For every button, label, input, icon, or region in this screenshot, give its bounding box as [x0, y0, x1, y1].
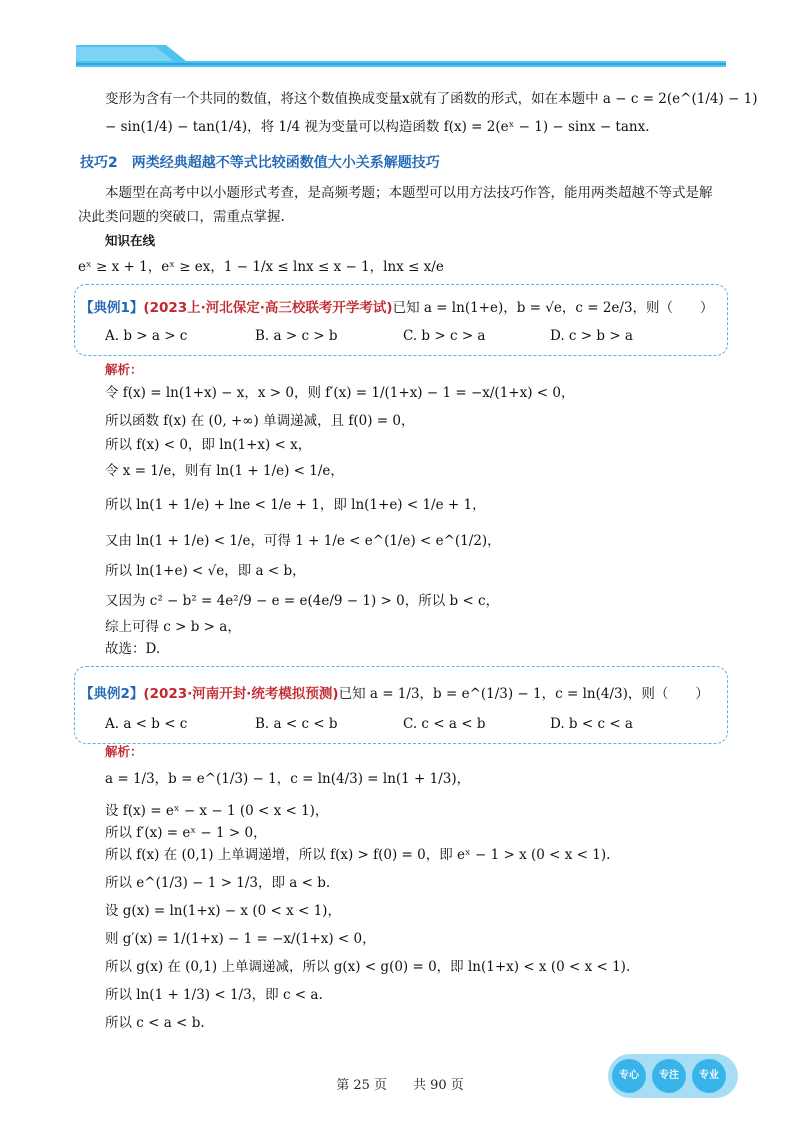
- example-1-stem: 已知 a = ln(1+e)，b = √e，c = 2e/3，则（ ）: [392, 300, 714, 316]
- example-1-option-a: A. b > a > c: [105, 328, 188, 344]
- example-2-solution-line: 所以 c < a < b.: [105, 1015, 205, 1031]
- example-1-tag: 【典例1】: [80, 300, 144, 316]
- example-2-solution-line: 所以 e^(1/3) − 1 > 1/3，即 a < b.: [105, 875, 331, 891]
- page-number: 第 25 页 共 90 页: [336, 1078, 464, 1093]
- example-2-tag: 【典例2】: [80, 686, 144, 702]
- example-2-solution-line: 所以 f(x) 在 (0,1) 上单调递增，所以 f(x) > f(0) = 0，即 eˣ − 1 > x (0 < x < 1).: [105, 847, 611, 863]
- footer-badge: 专业: [692, 1059, 726, 1093]
- example-1-solution-line: 又因为 c² − b² = 4e²/9 − e = e(4e/9 − 1) > 0，所以 b < c，: [105, 593, 500, 609]
- example-1-solution-line: 所以 ln(1+e) < √e，即 a < b，: [105, 563, 306, 579]
- intro-line-2: − sin(1/4) − tan(1/4)，将 1/4 视为变量可以构造函数 f(x) = 2(eˣ − 1) − sinx − tanx.: [105, 119, 650, 135]
- example-2-solution-line: 则 g′(x) = 1/(1+x) − 1 = −x/(1+x) < 0，: [105, 931, 376, 947]
- example-1-solution-line: 综上可得 c > b > a，: [105, 619, 241, 635]
- example-1-solution-line: 故选：D.: [105, 641, 161, 657]
- paragraph-line-2: 决此类问题的突破口，需重点掌握.: [78, 209, 285, 225]
- example-2-solution-line: 所以 g(x) 在 (0,1) 上单调递减，所以 g(x) < g(0) = 0，即 ln(1+x) < x (0 < x < 1).: [105, 959, 631, 975]
- example-1-solution-line: 令 x = 1/e，则有 ln(1 + 1/e) < 1/e，: [105, 463, 344, 479]
- example-2-solution-line: 设 f(x) = eˣ − x − 1 (0 < x < 1)，: [105, 803, 329, 819]
- example-1-option-d: D. c > b > a: [550, 328, 633, 344]
- section-title: 技巧2 两类经典超越不等式比较函数值大小关系解题技巧: [80, 155, 440, 171]
- example-2-option-d: D. b < c < a: [550, 716, 633, 732]
- example-1-analysis-label: 解析：: [105, 362, 143, 377]
- knowledge-formula: eˣ ≥ x + 1，eˣ ≥ ex，1 − 1/x ≤ lnx ≤ x − 1，lnx ≤ x/e: [78, 259, 444, 275]
- header-decoration-bar: [76, 45, 726, 67]
- example-2-heading: [80, 682, 709, 702]
- example-1-option-b: B. a > c > b: [255, 328, 338, 344]
- example-1-solution-line: 令 f(x) = ln(1+x) − x，x > 0，则 f′(x) = 1/(1+x) − 1 = −x/(1+x) < 0，: [105, 385, 575, 401]
- example-1-option-c: C. b > c > a: [403, 328, 486, 344]
- footer-badge: 专注: [652, 1059, 686, 1093]
- example-2-solution-line: 设 g(x) = ln(1+x) − x (0 < x < 1)，: [105, 903, 341, 919]
- paragraph-line-1: 本题型在高考中以小题形式考查，是高频考题；本题型可以用方法技巧作答，能用两类超越不等式是解: [105, 185, 713, 201]
- example-1-solution-line: 又由 ln(1 + 1/e) < 1/e，可得 1 + 1/e < e^(1/e) < e^(1/2)，: [105, 533, 501, 549]
- example-1-box: [74, 284, 728, 356]
- example-2-solution-line: 所以 ln(1 + 1/3) < 1/3，即 c < a.: [105, 987, 323, 1003]
- example-1-solution-line: 所以 f(x) < 0，即 ln(1+x) < x，: [105, 437, 312, 453]
- example-1-source: (2023上·河北保定·高三校联考开学考试): [143, 300, 393, 316]
- example-2-solution-line: a = 1/3，b = e^(1/3) − 1，c = ln(4/3) = ln(1 + 1/3)，: [105, 771, 471, 787]
- knowledge-label: 知识在线: [105, 233, 156, 248]
- footer-badge: 专心: [612, 1059, 646, 1093]
- example-2-box: [74, 666, 728, 744]
- example-2-analysis-label: 解析：: [105, 744, 143, 759]
- example-1-heading: [80, 296, 714, 316]
- intro-line-1: 变形为含有一个共同的数值，将这个数值换成变量x就有了函数的形式，如在本题中 a − c = 2(e^(1/4) − 1): [105, 91, 758, 107]
- example-2-option-a: A. a < b < c: [105, 716, 188, 732]
- example-2-stem: 已知 a = 1/3，b = e^(1/3) − 1，c = ln(4/3)，则（ ）: [338, 686, 709, 702]
- example-2-option-b: B. a < c < b: [255, 716, 338, 732]
- example-1-solution-line: 所以 ln(1 + 1/e) + lne < 1/e + 1，即 ln(1+e) < 1/e + 1，: [105, 497, 486, 513]
- example-2-solution-line: 所以 f′(x) = eˣ − 1 > 0，: [105, 825, 267, 841]
- example-1-solution-line: 所以函数 f(x) 在 (0, +∞) 单调递减，且 f(0) = 0，: [105, 413, 415, 429]
- example-2-option-c: C. c < a < b: [403, 716, 486, 732]
- example-2-source: (2023·河南开封·统考模拟预测): [143, 686, 339, 702]
